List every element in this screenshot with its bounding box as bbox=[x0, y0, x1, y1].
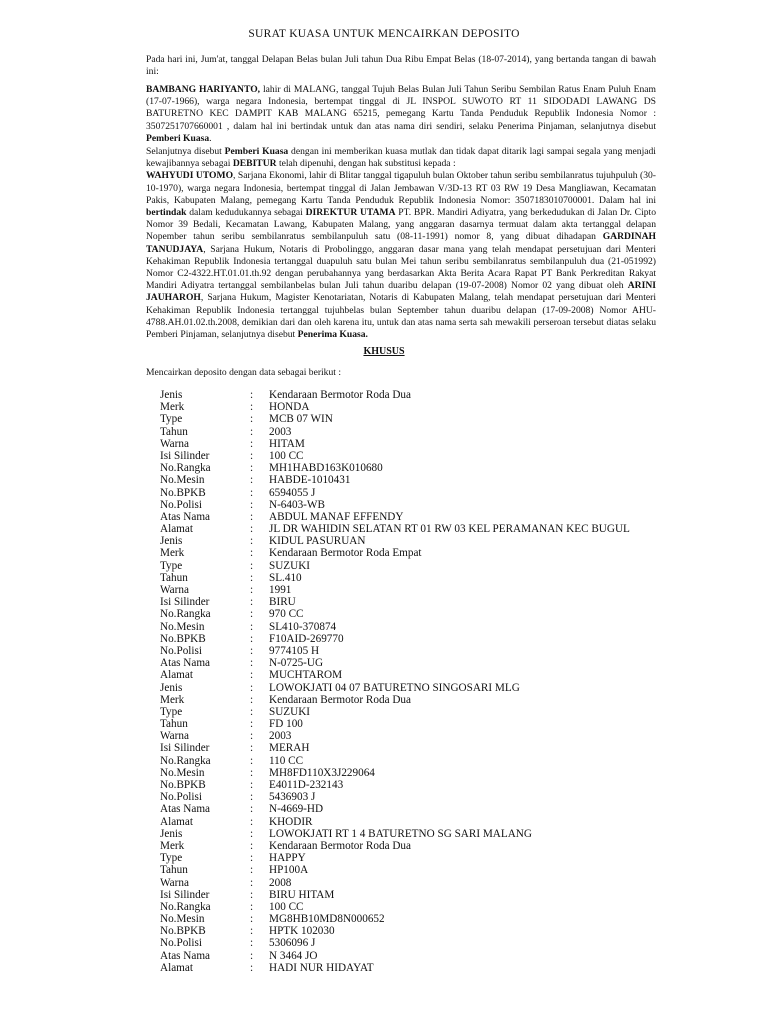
item-separator: : bbox=[250, 559, 254, 572]
item-separator: : bbox=[250, 705, 254, 718]
list-item bbox=[160, 596, 660, 608]
list-item bbox=[160, 925, 660, 937]
item-value: 110 CC bbox=[269, 754, 304, 767]
list-item bbox=[160, 742, 660, 754]
item-label: Merk bbox=[160, 401, 185, 414]
item-separator: : bbox=[250, 571, 254, 584]
item-value: HABDE-1010431 bbox=[269, 474, 351, 487]
item-value: 2003 bbox=[269, 425, 292, 438]
item-value: MUCHTAROM bbox=[269, 669, 343, 682]
item-label: No.Mesin bbox=[160, 766, 205, 779]
grantee-paragraph: Selanjutnya disebut Pemberi Kuasa dengan ini memberikan kuasa mutlak dan tidak dapat ditarik lagi sampai segala yang menjadi kewajibannya sebagai DEBITUR telah dipenuhi, dengan hak substitusi kepada : WAHYUDI UTOMO, Sarjana Ekonomi, lahir di Blitar tanggal tigapuluh bulan Oktober tahun seribu sembilanratus tujuhpuluh (30-10-1970), warga negara Indonesia, bertempat tinggal di Jalan Jembawan V/3D-13 RT 03 RW 19 Desa Mangliawan, Kecamatan Pakis, Kabupaten Malang, pemegang Kartu Tanda Penduduk Republik Indonesia Nomor: 3507183010700001. Dalam hal ini bertindak dalam kedudukannya sebagai DIREKTUR UTAMA PT. BPR. Mandiri Adiyatra, yang berkedudukan di Jalan Dr. Cipto Nomor 39 Bedali, Kecamatan Lawang, Kabupaten Malang, yang anggaran dasarnya termuat dalam akta tertanggal delapan Nopember tahun seribu sembilanratus sembilanpuluh satu (08-11-1991) nomor 8, yang dibuat dihadapan GARDINAH TANUDJAYA, Sarjana Hukum, Notaris di Probolinggo, anggaran dasar mana yang telah mendapat persetujuan dari Menteri Kehakiman Republik Indonesia tertanggal duapuluh satu bulan Mei tahun seribu sembilanratus sembilanpuluh dua (21-051992) Nomor C2-4322.HT.01.01.th.92 dengan perubahannya yang berdasarkan Akta Berita Acara Rapat PT Bank Perkreditan Rakyat Mandiri Adiyatra tertanggal sembilanbelas bulan Juli tahun duaribu delapan (19-07-2008) Nomor 02 yang dibuat oleh ARINI JAUHAROH, Sarjana Hukum, Magister Kenotariatan, Notaris di Kabupaten Malang, telah mendapat persetujuan dari Menteri Kehakiman Republik Indonesia tertanggal tujuhbelas bulan September tahun duaribu delapan (17-09-2008) Nomor AHU-4788.AH.01.02.th.2008, demikian dari dan oleh karena itu, untuk dan atas nama serta sah mewakili perseroan tersebut diatas selaku Pemberi Pinjaman, selanjutnya disebut Penerima Kuasa. bbox=[146, 146, 656, 341]
item-separator: : bbox=[250, 425, 254, 438]
item-label: Atas Nama bbox=[160, 510, 211, 523]
item-label: Isi Silinder bbox=[160, 742, 210, 755]
list-item bbox=[160, 889, 660, 901]
item-separator: : bbox=[250, 754, 254, 767]
list-item bbox=[160, 426, 660, 438]
list-item bbox=[160, 828, 660, 840]
item-value: Kendaraan Bermotor Roda Dua bbox=[269, 839, 411, 852]
item-label: Atas Nama bbox=[160, 803, 211, 816]
list-item bbox=[160, 950, 660, 962]
list-item bbox=[160, 840, 660, 852]
grantee-name: WAHYUDI UTOMO bbox=[146, 170, 234, 182]
item-value: BIRU bbox=[269, 596, 296, 609]
notary-name-2: ARINI JAUHAROH bbox=[146, 280, 656, 304]
item-separator: : bbox=[250, 888, 254, 901]
item-value: MG8HB10MD8N000652 bbox=[269, 913, 385, 926]
item-label: Isi Silinder bbox=[160, 596, 210, 609]
item-value: HPTK 102030 bbox=[269, 925, 335, 938]
item-value: N-6403-WB bbox=[269, 498, 325, 511]
item-separator: : bbox=[250, 730, 254, 743]
list-item bbox=[160, 401, 660, 413]
item-separator: : bbox=[250, 596, 254, 609]
item-value: HONDA bbox=[269, 401, 310, 414]
list-item bbox=[160, 682, 660, 694]
item-value: Kendaraan Bermotor Roda Dua bbox=[269, 693, 411, 706]
item-value: HAPPY bbox=[269, 852, 306, 865]
item-value: 970 CC bbox=[269, 608, 304, 621]
item-label: Jenis bbox=[160, 827, 183, 840]
list-item bbox=[160, 779, 660, 791]
item-separator: : bbox=[250, 852, 254, 865]
item-value: LOWOKJATI RT 1 4 BATURETNO SG SARI MALANG bbox=[269, 827, 532, 840]
item-value: SUZUKI bbox=[269, 705, 311, 718]
item-separator: : bbox=[250, 693, 254, 706]
list-item bbox=[160, 547, 660, 559]
item-value: 9774105 H bbox=[269, 644, 320, 657]
item-separator: : bbox=[250, 413, 254, 426]
item-label: Warna bbox=[160, 584, 189, 596]
list-item bbox=[160, 877, 660, 889]
item-separator: : bbox=[250, 718, 254, 731]
list-item bbox=[160, 937, 660, 949]
items-intro: Mencairkan deposito dengan data sebagai berikut : bbox=[146, 367, 342, 378]
khusus-heading: KHUSUS bbox=[363, 346, 405, 357]
item-label: Merk bbox=[160, 547, 185, 560]
grantor-text: lahir di MALANG, tanggal Tujuh Belas Bulan Juli Tahun Seribu Sembilan Ratus Enam Puluh Enam (17-07-1966), warga negara Indonesia, bertempat tinggal di JL INSPOL SUWOTO RT 11 SIDODADI LAWANG DS BATURETNO KEC DAMPIT KAB MALANG 65215, pemegang Kartu Tanda Penduduk Republik Indonesia Nomor : 3507251707660001 , dalam hal ini bertindak untuk dan atas nama diri sendiri, selaku Penerima Pinjaman, selanjutnya disebut bbox=[146, 84, 656, 132]
list-item bbox=[160, 487, 660, 499]
item-label: No.Rangka bbox=[160, 900, 211, 913]
list-item bbox=[160, 718, 660, 730]
item-separator: : bbox=[250, 949, 254, 962]
list-item bbox=[160, 462, 660, 474]
item-separator: : bbox=[250, 864, 254, 877]
item-separator: : bbox=[250, 620, 254, 633]
item-value: 100 CC bbox=[269, 900, 304, 913]
item-label: Warna bbox=[160, 876, 189, 889]
document-title: SURAT KUASA UNTUK MENCAIRKAN DEPOSITO bbox=[248, 28, 520, 40]
item-separator: : bbox=[250, 449, 254, 462]
item-separator: : bbox=[250, 803, 254, 816]
item-value: HADI NUR HIDAYAT bbox=[269, 961, 374, 974]
item-separator: : bbox=[250, 523, 254, 536]
item-label: Alamat bbox=[160, 815, 193, 828]
item-separator: : bbox=[250, 510, 254, 523]
list-item bbox=[160, 584, 660, 596]
list-item bbox=[160, 560, 660, 572]
list-item bbox=[160, 511, 660, 523]
list-item bbox=[160, 901, 660, 913]
item-separator: : bbox=[250, 535, 254, 548]
opening-text: Pada hari ini, Jum'at, tanggal Delapan Belas bulan Juli tahun Dua Ribu Empat Belas (18-07-2014), yang bertanda tangan di bawah ini: bbox=[146, 54, 656, 78]
item-separator: : bbox=[250, 913, 254, 926]
item-value: 1991 bbox=[269, 584, 292, 596]
item-separator: : bbox=[250, 669, 254, 682]
grantee-position: DIREKTUR UTAMA bbox=[305, 207, 396, 219]
item-label: Tahun bbox=[160, 425, 188, 438]
item-label: Tahun bbox=[160, 718, 188, 731]
item-label: Jenis bbox=[160, 535, 183, 548]
list-item bbox=[160, 535, 660, 547]
item-separator: : bbox=[250, 498, 254, 511]
item-value: N 3464 JO bbox=[269, 949, 318, 962]
item-separator: : bbox=[250, 827, 254, 840]
item-value: ABDUL MANAF EFFENDY bbox=[269, 510, 404, 523]
item-label: Jenis bbox=[160, 681, 183, 694]
item-value: HITAM bbox=[269, 437, 305, 450]
list-item bbox=[160, 645, 660, 657]
item-separator: : bbox=[250, 937, 254, 950]
item-label: Warna bbox=[160, 730, 189, 743]
item-label: Type bbox=[160, 852, 183, 865]
opening-paragraph bbox=[146, 54, 656, 78]
item-separator: : bbox=[250, 632, 254, 645]
debitur-term: DEBITUR bbox=[232, 158, 277, 170]
item-separator: : bbox=[250, 486, 254, 499]
item-label: Alamat bbox=[160, 961, 193, 974]
item-value: MERAH bbox=[269, 742, 310, 755]
item-label: No.Polisi bbox=[160, 791, 202, 804]
item-separator: : bbox=[250, 839, 254, 852]
list-item bbox=[160, 413, 660, 425]
item-value: SUZUKI bbox=[269, 559, 311, 572]
item-label: Alamat bbox=[160, 669, 193, 682]
item-label: Merk bbox=[160, 839, 185, 852]
item-value: 6594055 J bbox=[269, 486, 316, 499]
item-value: 2003 bbox=[269, 730, 292, 743]
item-separator: : bbox=[250, 462, 254, 475]
list-item bbox=[160, 755, 660, 767]
item-label: No.Polisi bbox=[160, 498, 202, 511]
grantor-paragraph: BAMBANG HARIYANTO, lahir di MALANG, tanggal Tujuh Belas Bulan Juli Tahun Seribu Sembilan Ratus Enam Puluh Enam (17-07-1966), warga negara Indonesia, bertempat tinggal di JL INSPOL SUWOTO RT 11 SIDODADI LAWANG DS BATURETNO KEC DAMPIT KAB MALANG 65215, pemegang Kartu Tanda Penduduk Republik Indonesia Nomor : 3507251707660001 , dalam hal ini bertindak untuk dan atas nama diri sendiri, selaku Penerima Pinjaman, selanjutnya disebut Pemberi Kuasa. bbox=[146, 84, 656, 144]
item-value: SL410-370874 bbox=[269, 620, 337, 633]
list-item bbox=[160, 633, 660, 645]
item-separator: : bbox=[250, 437, 254, 450]
item-value: Kendaraan Bermotor Roda Dua bbox=[269, 389, 411, 401]
item-value: SL.410 bbox=[269, 571, 302, 584]
item-label: No.BPKB bbox=[160, 779, 206, 791]
item-label: Warna bbox=[160, 437, 189, 450]
list-item bbox=[160, 803, 660, 815]
item-separator: : bbox=[250, 791, 254, 804]
item-label: Tahun bbox=[160, 571, 188, 584]
item-label: No.Rangka bbox=[160, 462, 211, 475]
item-separator: : bbox=[250, 925, 254, 938]
item-value: BIRU HITAM bbox=[269, 888, 335, 901]
item-label: Jenis bbox=[160, 389, 183, 401]
item-label: No.Rangka bbox=[160, 754, 211, 767]
item-label: No.BPKB bbox=[160, 632, 206, 645]
list-item bbox=[160, 450, 660, 462]
item-label: No.Mesin bbox=[160, 620, 205, 633]
item-value: MCB 07 WIN bbox=[269, 413, 333, 426]
notary-name-1: GARDINAH TANUDJAYA bbox=[146, 231, 656, 255]
list-item bbox=[160, 572, 660, 584]
item-label: No.Mesin bbox=[160, 913, 205, 926]
list-item bbox=[160, 389, 660, 401]
item-separator: : bbox=[250, 474, 254, 487]
item-separator: : bbox=[250, 681, 254, 694]
item-value: HP100A bbox=[269, 864, 309, 877]
item-label: No.Polisi bbox=[160, 937, 202, 950]
item-value: 5436903 J bbox=[269, 791, 316, 804]
list-item bbox=[160, 791, 660, 803]
grantee-role: Penerima Kuasa. bbox=[297, 329, 368, 341]
item-value: JL DR WAHIDIN SELATAN RT 01 RW 03 KEL PERAMANAN KEC BUGUL bbox=[269, 523, 630, 536]
item-value: KIDUL PASURUAN bbox=[269, 535, 366, 548]
list-item bbox=[160, 438, 660, 450]
list-item bbox=[160, 474, 660, 486]
item-label: Alamat bbox=[160, 523, 193, 536]
list-item bbox=[160, 706, 660, 718]
grantor-role: Pemberi Kuasa bbox=[146, 132, 210, 144]
item-value: KHODIR bbox=[269, 815, 313, 828]
item-separator: : bbox=[250, 742, 254, 755]
list-item bbox=[160, 962, 660, 974]
item-label: Atas Nama bbox=[160, 657, 211, 670]
item-value: MH1HABD163K010680 bbox=[269, 462, 383, 475]
item-label: Isi Silinder bbox=[160, 888, 210, 901]
item-label: Merk bbox=[160, 693, 185, 706]
item-value: 100 CC bbox=[269, 449, 304, 462]
item-label: No.BPKB bbox=[160, 486, 206, 499]
item-label: No.Rangka bbox=[160, 608, 211, 621]
item-separator: : bbox=[250, 584, 254, 596]
list-item bbox=[160, 767, 660, 779]
item-label: Tahun bbox=[160, 864, 188, 877]
item-separator: : bbox=[250, 815, 254, 828]
list-item bbox=[160, 499, 660, 511]
vehicle-items-list bbox=[160, 389, 660, 974]
list-item bbox=[160, 864, 660, 876]
item-value: N-4669-HD bbox=[269, 803, 324, 816]
item-label: Type bbox=[160, 413, 183, 426]
item-value: E4011D-232143 bbox=[269, 779, 344, 791]
item-value: N-0725-UG bbox=[269, 657, 324, 670]
item-label: Type bbox=[160, 559, 183, 572]
item-separator: : bbox=[250, 608, 254, 621]
list-item bbox=[160, 730, 660, 742]
list-item bbox=[160, 608, 660, 620]
item-label: No.Polisi bbox=[160, 644, 202, 657]
list-item bbox=[160, 657, 660, 669]
item-value: LOWOKJATI 04 07 BATURETNO SINGOSARI MLG bbox=[269, 681, 520, 694]
item-separator: : bbox=[250, 961, 254, 974]
list-item bbox=[160, 523, 660, 535]
item-separator: : bbox=[250, 401, 254, 414]
item-separator: : bbox=[250, 779, 254, 791]
item-separator: : bbox=[250, 876, 254, 889]
list-item bbox=[160, 694, 660, 706]
item-separator: : bbox=[250, 644, 254, 657]
item-separator: : bbox=[250, 657, 254, 670]
list-item bbox=[160, 913, 660, 925]
item-value: 5306096 J bbox=[269, 937, 316, 950]
grantor-name: BAMBANG HARIYANTO, bbox=[146, 84, 261, 95]
item-label: Isi Silinder bbox=[160, 449, 210, 462]
list-item bbox=[160, 669, 660, 681]
list-item bbox=[160, 852, 660, 864]
list-item bbox=[160, 816, 660, 828]
item-label: Type bbox=[160, 705, 183, 718]
item-label: Atas Nama bbox=[160, 949, 211, 962]
item-value: FD 100 bbox=[269, 718, 303, 731]
item-separator: : bbox=[250, 547, 254, 560]
item-separator: : bbox=[250, 389, 254, 401]
item-value: Kendaraan Bermotor Roda Empat bbox=[269, 547, 422, 560]
item-label: No.Mesin bbox=[160, 474, 205, 487]
item-value: MH8FD110X3J229064 bbox=[269, 766, 375, 779]
item-separator: : bbox=[250, 766, 254, 779]
item-value: F10AID-269770 bbox=[269, 632, 344, 645]
list-item bbox=[160, 621, 660, 633]
item-separator: : bbox=[250, 900, 254, 913]
item-value: 2008 bbox=[269, 876, 292, 889]
item-label: No.BPKB bbox=[160, 925, 206, 938]
